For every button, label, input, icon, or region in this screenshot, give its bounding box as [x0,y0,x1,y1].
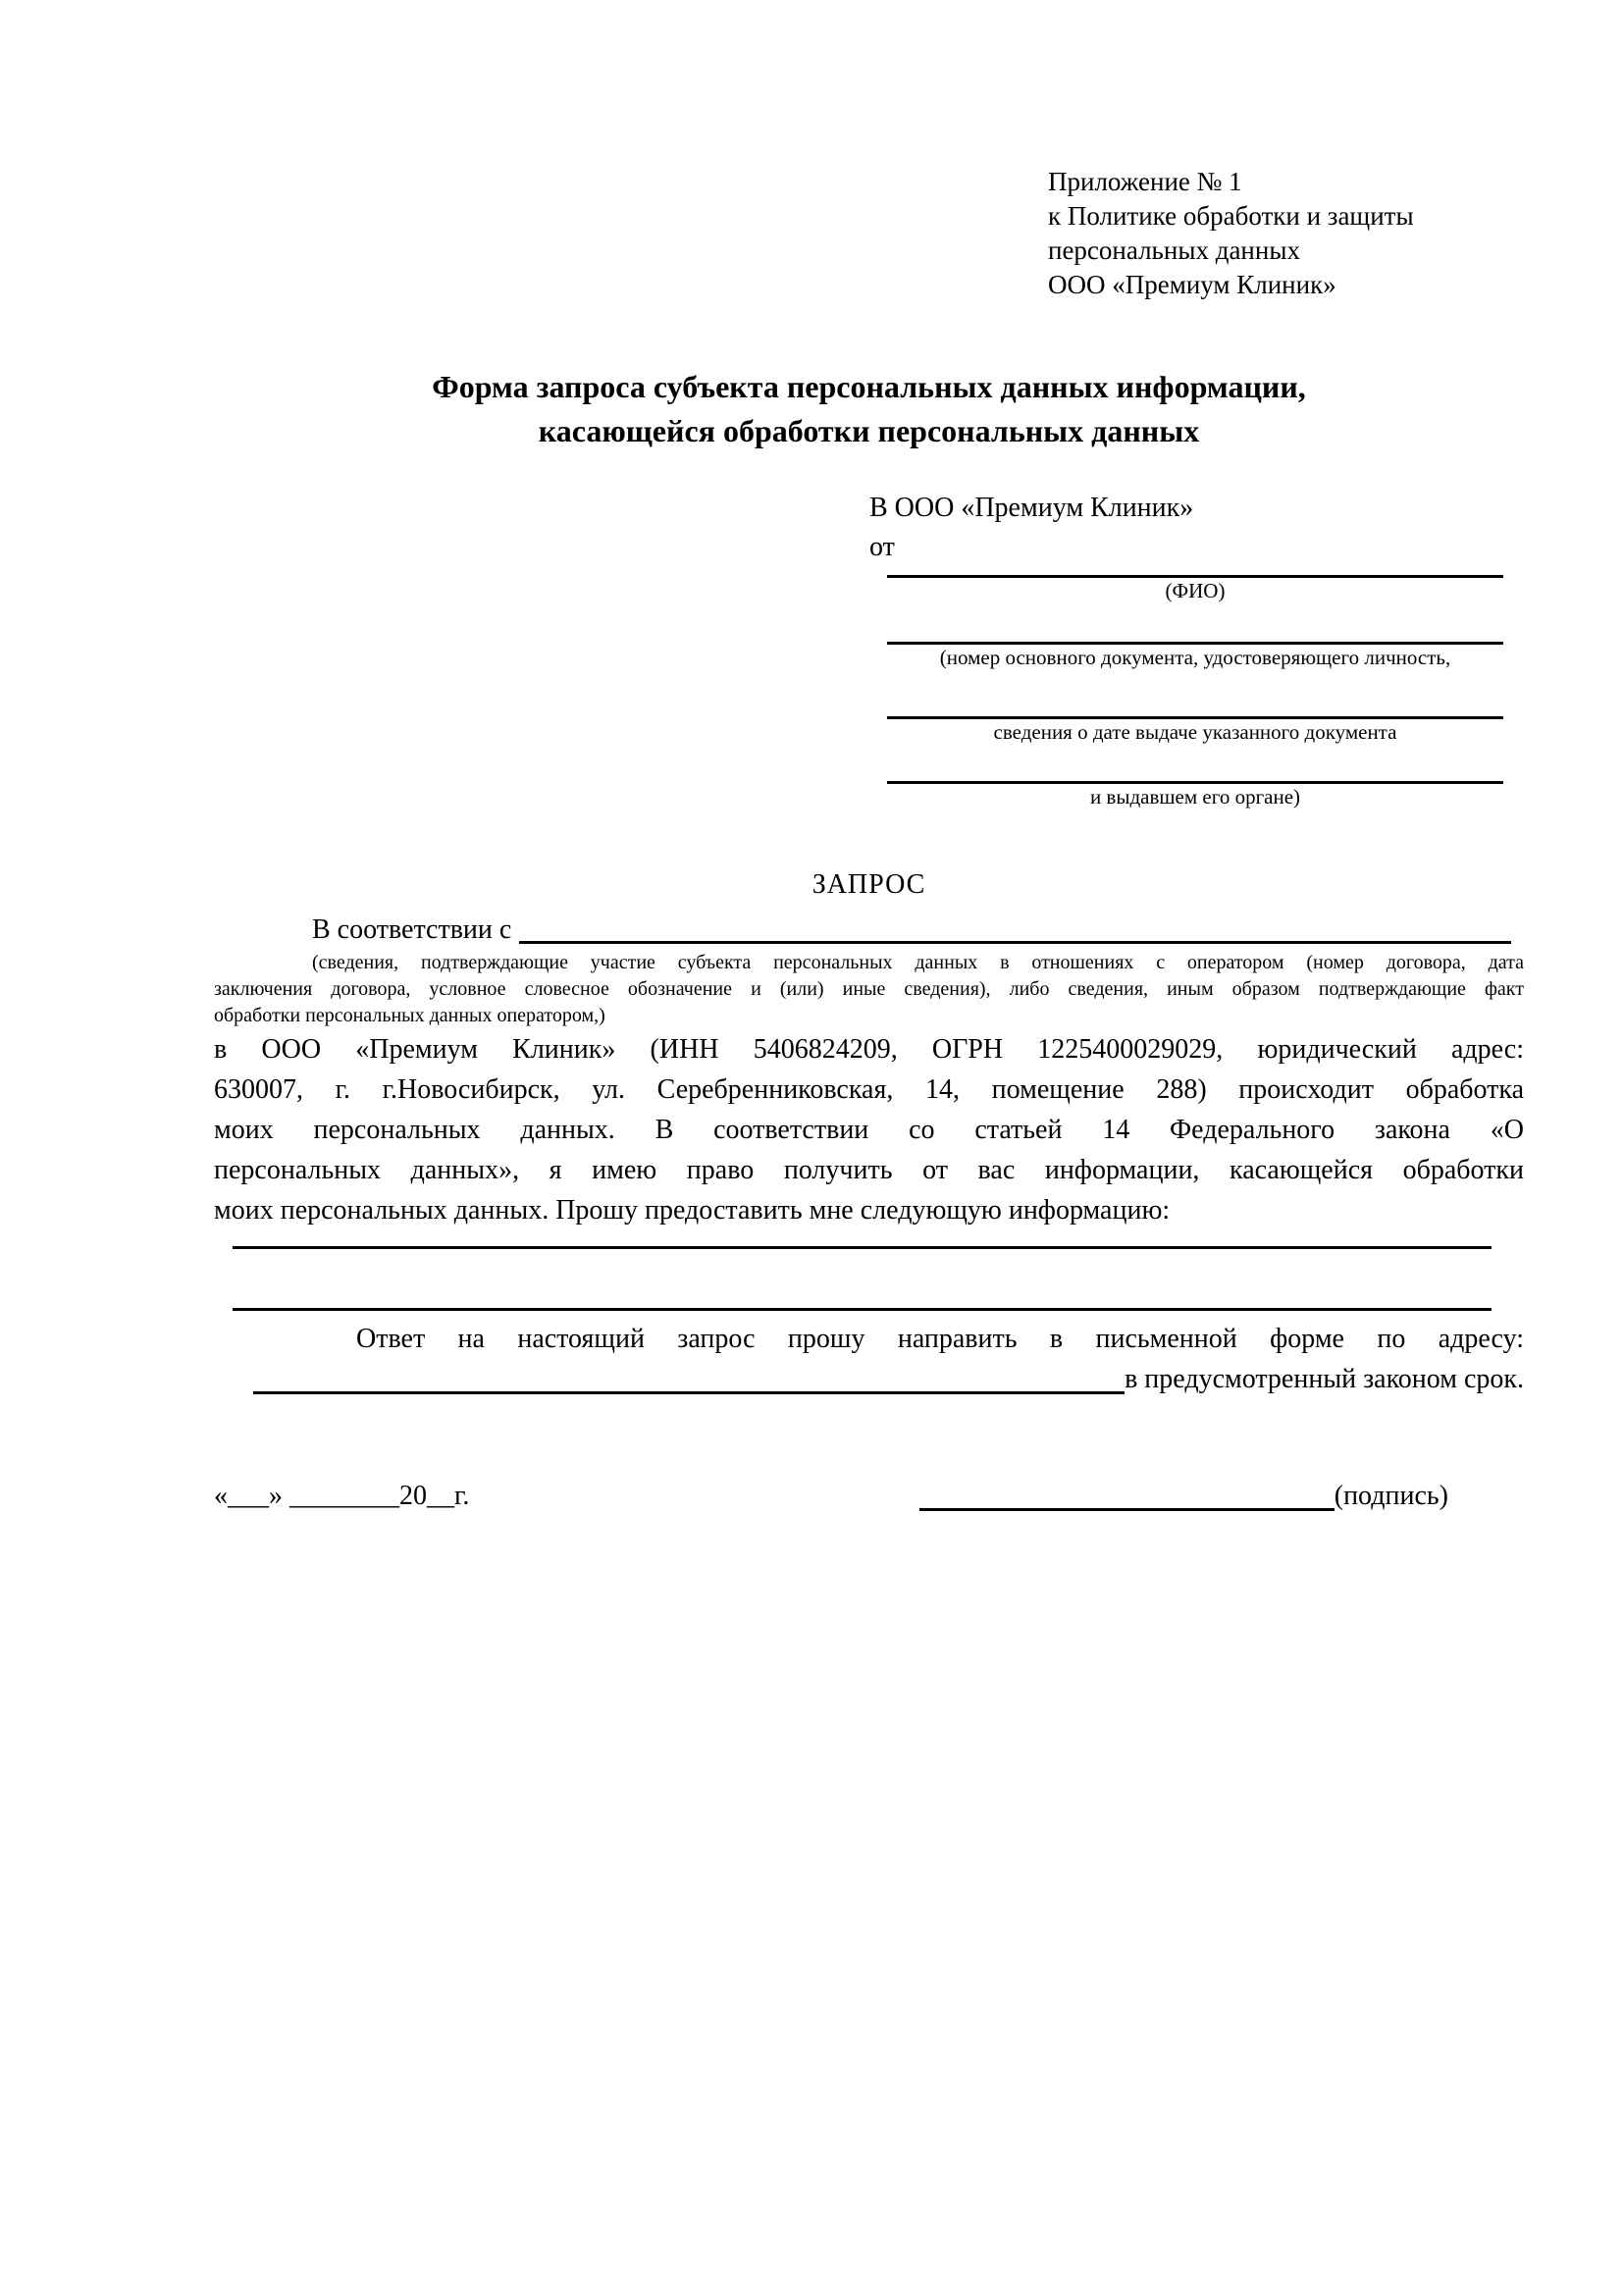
request-body-line1: в ООО «Премиум Клиник» (ИНН 5406824209, ОГРН 1225400029029, юридический адрес: [214,1034,1524,1065]
field-fio [887,575,1503,603]
accordance-note-line2: заключения договора, условное словесное обозначение и (или) иные сведения), либо сведения, иным образом подтверждающие факт [214,978,1524,1000]
page-title-line1: Форма запроса субъекта персональных данных информации, [432,369,1306,404]
date-signature-row [214,1476,1524,1516]
page-title-line2: касающейся обработки персональных данных [538,413,1200,448]
signature-block [919,1476,1448,1516]
appendix-number: Приложение № 1 [1048,167,1242,196]
appendix-policy-line2: персональных данных [1048,235,1300,265]
field-document-number-caption: (номер основного документа, удостоверяющего личность, [939,646,1451,669]
page-title [214,365,1524,453]
requested-info-blank-line1 [233,1246,1492,1249]
accordance-note [214,950,1524,1029]
appendix-policy-line: к Политике обработки и защиты [1048,201,1414,231]
field-issuing-authority-caption: и выдавшем его органе) [1089,785,1301,809]
response-address-blank-line [253,1359,1125,1394]
field-issue-date [887,716,1503,745]
accordance-intro: В соответствии с [312,914,512,945]
request-body-line2: 630007, г. г.Новосибирск, ул. Серебренниковская, 14, помещение 288) происходит обработка [214,1074,1524,1105]
accordance-line [214,910,1524,950]
response-address-suffix: в предусмотренный законом срок. [1125,1364,1524,1394]
field-issuing-authority [887,781,1503,809]
appendix-header [1048,165,1524,302]
request-body-line5: моих персональных данных. Прошу предоставить мне следующую информацию: [214,1195,1171,1226]
field-fio-caption: (ФИО) [1165,579,1226,602]
requested-info-blank-line2 [233,1308,1492,1311]
request-body [214,1029,1524,1230]
signature-blank-line [919,1476,1335,1511]
addressee-to: В ООО «Премиум Клиник» [869,493,1194,523]
request-body-line3: моих персональных данных. В соответствии со статьей 14 Федерального закона «О [214,1115,1524,1145]
signature-caption: (подпись) [1334,1481,1448,1511]
request-heading: ЗАПРОС [812,869,926,900]
date-field: «___» ________20__г. [214,1481,470,1511]
appendix-company: ООО «Премиум Клиник» [1048,270,1336,299]
field-document-number [887,642,1503,670]
addressee-block [869,489,1524,567]
response-address-line2 [214,1359,1524,1399]
request-body-line4: персональных данных», я имею право получить от вас информации, касающейся обработки [214,1155,1524,1185]
addressee-from: от [869,532,895,562]
applicant-fields [887,575,1503,809]
response-address-line1: Ответ на настоящий запрос прошу направить в письменной форме по адресу: [356,1324,1524,1354]
accordance-blank-line [519,910,1511,944]
response-address-paragraph [214,1319,1524,1399]
accordance-note-line3: обработки персональных данных оператором,) [214,1005,605,1026]
accordance-note-line1: (сведения, подтверждающие участие субъекта персональных данных в отношениях с оператором (номер договора, дата [312,952,1524,973]
field-issue-date-caption: сведения о дате выдаче указанного документа [993,720,1397,744]
